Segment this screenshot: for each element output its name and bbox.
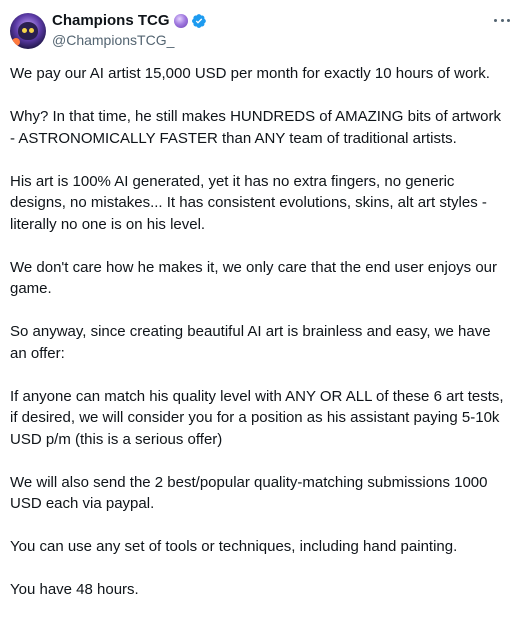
- tweet-paragraph: We pay our AI artist 15,000 USD per month for exactly 10 hours of work.: [10, 65, 490, 82]
- avatar-spark: [12, 38, 20, 46]
- dot: [501, 19, 504, 22]
- tweet-paragraph: We don't care how he makes it, we only care that the end user enjoys our game.: [10, 258, 498, 297]
- tweet-paragraph: You can use any set of tools or techniques, including hand painting.: [10, 538, 458, 555]
- avatar-eye: [29, 28, 34, 33]
- tweet-paragraph: We will also send the 2 best/popular quality-matching submissions 1000 USD each via paypal.: [10, 473, 488, 512]
- tweet-text: [10, 63, 510, 601]
- tweet-paragraph: His art is 100% AI generated, yet it has no extra fingers, no generic designs, no mistakes... It has consistent evolutions, skins, alt art styles - literally no one is on his level.: [10, 172, 487, 233]
- tweet-paragraph: If anyone can match his quality level with ANY OR ALL of these 6 art tests, if desired, we will consider you for a position as his assistant paying 5-10k USD p/m (this is a serious offer): [10, 387, 504, 448]
- name-row: [52, 11, 207, 31]
- tweet-paragraph: Why? In that time, he still makes HUNDREDS of AMAZING bits of artwork - ASTRONOMICALLY FASTER than ANY team of traditional artists.: [10, 108, 501, 147]
- avatar[interactable]: [10, 13, 46, 49]
- dot: [507, 19, 510, 22]
- tweet-header: [10, 10, 510, 52]
- tweet-paragraph: So anyway, since creating beautiful AI art is brainless and easy, we have an offer:: [10, 323, 491, 362]
- author-display-name[interactable]: Champions TCG: [52, 12, 170, 29]
- crystal-ball-icon: [174, 14, 188, 28]
- verified-badge-icon: [191, 13, 207, 29]
- more-options-icon[interactable]: [492, 12, 512, 28]
- author-info: [52, 11, 207, 49]
- tweet-paragraph: You have 48 hours.: [10, 581, 139, 598]
- author-handle[interactable]: @ChampionsTCG_: [52, 32, 175, 48]
- avatar-face: [18, 22, 38, 40]
- dot: [494, 19, 497, 22]
- avatar-eye: [22, 28, 27, 33]
